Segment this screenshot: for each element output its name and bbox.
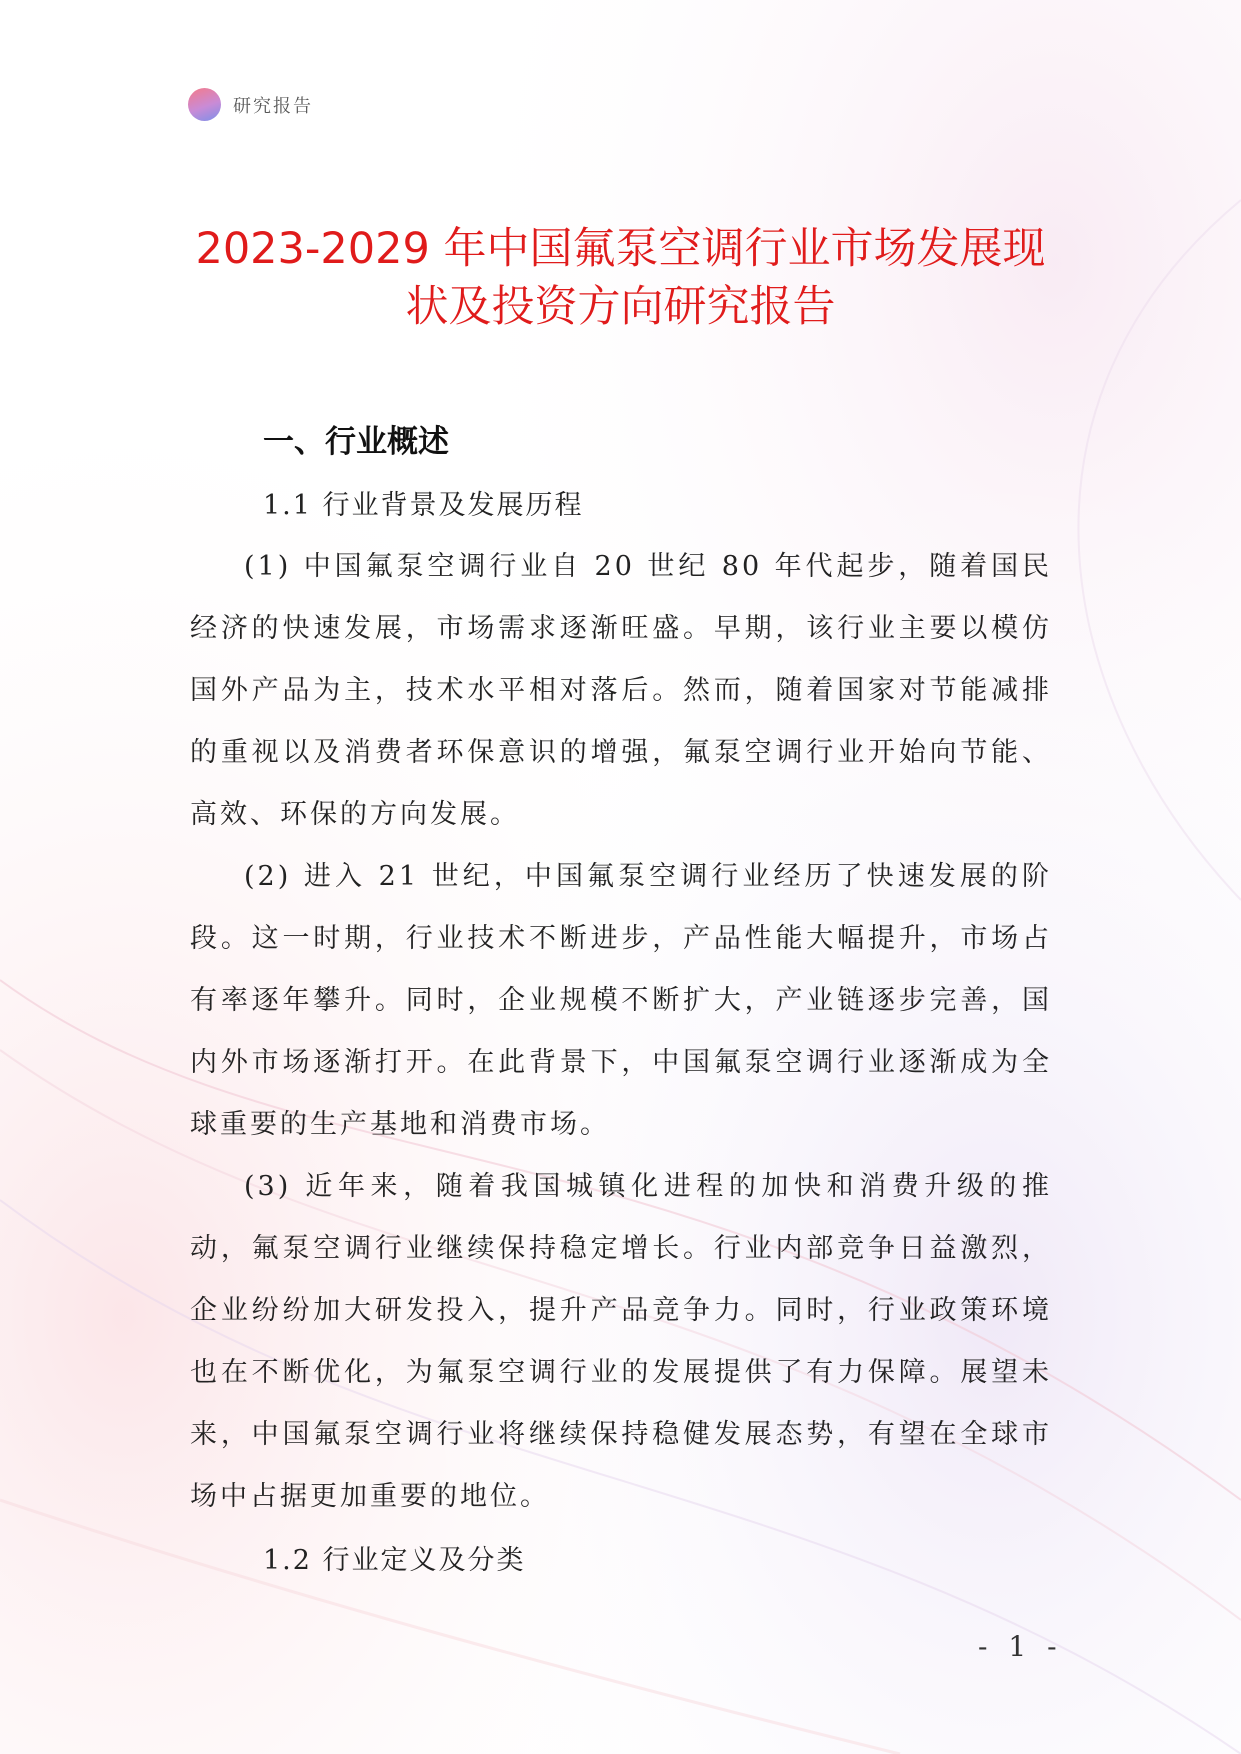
gradient-circle-logo-icon xyxy=(188,88,221,121)
header-label: 研究报告 xyxy=(233,95,313,117)
subsection-heading-1-2: 1.2 行业定义及分类 xyxy=(263,1545,526,1576)
paragraph-3: (3) 近年来，随着我国城镇化进程的加快和消费升级的推动，氟泵空调行业继续保持稳定增长。行业内部竞争日益激烈，企业纷纷加大研发投入，提升产品竞争力。同时，行业政策环境也在不断优化，为氟泵空调行业的发展提供了有力保障。展望未来，中国氟泵空调行业将继续保持稳健发展态势，有望在全球市场中占据更加重要的地位。 xyxy=(190,1171,1052,1512)
report-title xyxy=(160,220,1081,336)
page-number: - 1 - xyxy=(978,1630,1063,1663)
title-line-1: 2023-2029 年中国氟泵空调行业市场发展现 xyxy=(195,224,1046,274)
subsection-heading-1-1: 1.1 行业背景及发展历程 xyxy=(263,490,584,521)
section-heading: 一、行业概述 xyxy=(263,424,449,460)
paragraph-2: (2) 进入 21 世纪，中国氟泵空调行业经历了快速发展的阶段。这一时期，行业技术不断进步，产品性能大幅提升，市场占有率逐年攀升。同时，企业规模不断扩大，产业链逐步完善，国内外市场逐渐打开。在此背景下，中国氟泵空调行业逐渐成为全球重要的生产基地和消费市场。 xyxy=(190,861,1052,1140)
title-line-2: 状及投资方向研究报告 xyxy=(405,282,836,332)
paragraph-1: (1) 中国氟泵空调行业自 20 世纪 80 年代起步，随着国民经济的快速发展，市场需求逐渐旺盛。早期，该行业主要以模仿国外产品为主，技术水平相对落后。然而，随着国家对节能减排的重视以及消费者环保意识的增强，氟泵空调行业开始向节能、高效、环保的方向发展。 xyxy=(190,551,1052,830)
report-header xyxy=(188,88,313,121)
